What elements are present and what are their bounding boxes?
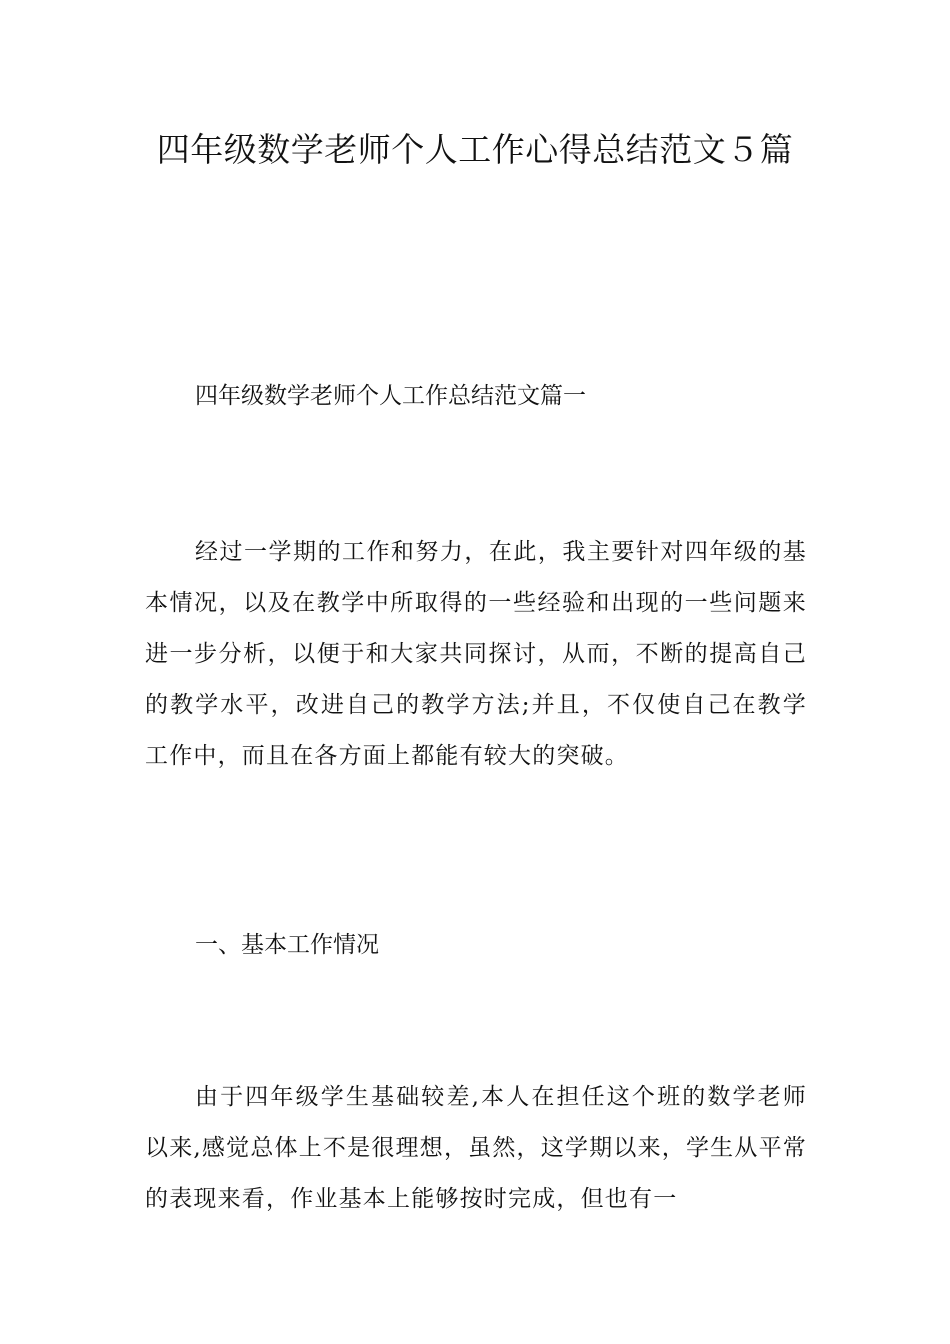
paragraph-basic-work: 由于四年级学生基础较差,本人在担任这个班的数学老师以来,感觉总体上不是很理想，虽然，这学期以来，学生从平常的表现来看，作业基本上能够按时完成，但也有一 [145,1084,807,1212]
heading-basic-work: 一、基本工作情况 [195,932,379,958]
intro-paragraph: 经过一学期的工作和努力，在此，我主要针对四年级的基本情况，以及在教学中所取得的一些经验和出现的一些问题来进一步分析，以便于和大家共同探讨，从而，不断的提高自己的教学水平，改进自己的教学方法;并且，不仅使自己在教学工作中，而且在各方面上都能有较大的突破。 [145,539,807,769]
document-title: 四年级数学老师个人工作心得总结范文５篇 [156,130,794,169]
section-title: 四年级数学老师个人工作总结范文篇一 [195,383,586,409]
